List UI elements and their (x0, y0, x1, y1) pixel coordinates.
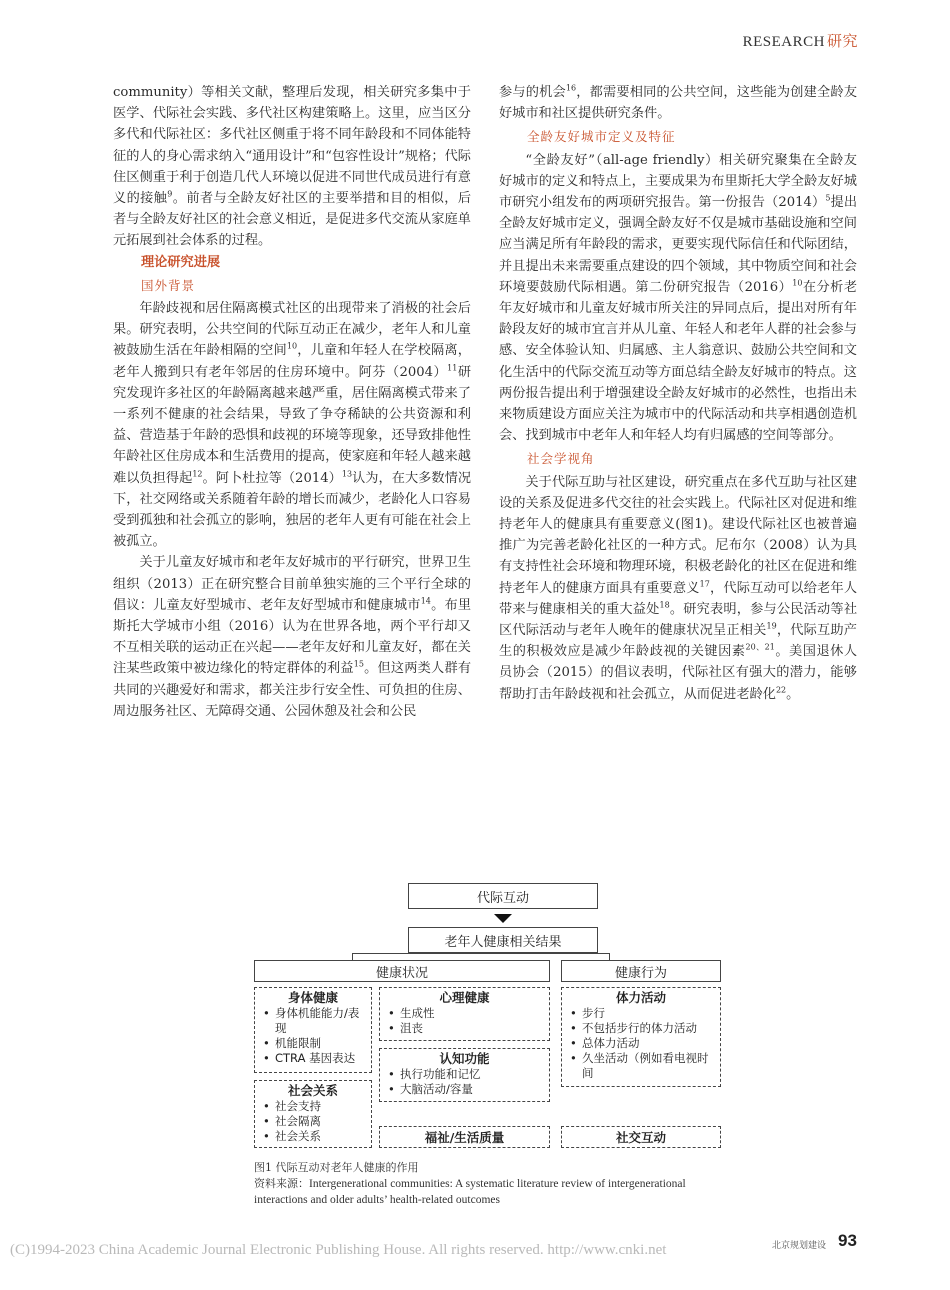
citation: 13 (341, 469, 353, 479)
box-social-interaction: 社交互动 (561, 1126, 721, 1148)
citation: 10 (792, 278, 803, 288)
node-health-outcomes: 老年人健康相关结果 (408, 927, 598, 953)
box-title: 体力活动 (615, 990, 666, 1005)
citation: 15 (353, 660, 364, 670)
paragraph: 关于代际互助与社区建设，研究重点在多代互助与社区建设的关系及促进多代交往的社会实践上。代际社区对促进和维持老年人的健康具有重要意义(图1)。建设代际社区也被普遍推广为完善老龄化社区的一种方式。尼布尔（2008）认为具有支持性社会环境和物理环境，积极老龄化的社区在促进和维持老年人的健康方面具有重要意义$^{17}$，代际互动可以给老年人带来与健康相关的重大益处$^{18}$。研究表明，参与公民活动等社区代际活动与老年人晚年的健康状况呈正相关$^{19}$，代际互助产生的积极效应是减少年龄歧视的关键因素$^{20、21}$。美国退休人员协会（2015）的倡议表明，代际社区有强大的潜力，能够帮助打击年龄歧视和社会孤立，从而促进老龄化$^{22}$。 (499, 474, 858, 702)
caption-title: 图1 代际互动对老年人健康的作用 (254, 1161, 419, 1174)
figure-diagram (254, 880, 720, 1150)
citation: 5 (825, 193, 831, 203)
citation: 19 (766, 621, 777, 631)
section-header (743, 30, 858, 51)
list-item: • 身体机能能力/表现 (261, 1006, 365, 1036)
box-title: 认知功能 (439, 1051, 490, 1066)
list-item: • 执行功能和记忆 (386, 1067, 543, 1082)
citation: 16 (565, 83, 577, 93)
arrow-down-icon (494, 914, 512, 923)
list-item: • 久坐活动（例如看电视时间 (568, 1051, 714, 1081)
citation: 11 (447, 363, 458, 373)
box-title: 社会关系 (287, 1083, 338, 1098)
citation: 22 (775, 685, 787, 695)
citation: 14 (420, 596, 431, 606)
copyright-watermark: (C)1994-2023 China Academic Journal Electronic Publishing House. All rights reserved. http://www.cnki.net (10, 1242, 667, 1258)
subsection-heading: 国外背景 (141, 277, 196, 293)
citation: 10 (286, 342, 298, 352)
subsection-heading: 社会学视角 (527, 451, 595, 467)
section-label-zh: 研究 (826, 34, 858, 50)
node-health-behavior: 健康行为 (561, 960, 721, 982)
list-item: • 社会关系 (261, 1129, 365, 1144)
box-title: 身体健康 (287, 990, 338, 1005)
list-item: • CTRA 基因表达 (261, 1051, 365, 1066)
box-cognitive-function (379, 1048, 550, 1102)
section-label-en: RESEARCH (742, 34, 825, 50)
subsection-heading: 全龄友好城市定义及特征 (527, 129, 676, 145)
citation: 12 (192, 469, 203, 479)
box-title: 心理健康 (439, 990, 490, 1005)
paragraph: 关于儿童友好城市和老年友好城市的平行研究，世界卫生组织（2013）正在研究整合目前单独实施的三个平行全球的倡议：儿童友好型城市、老年友好型城市和健康城市$^{14}$。布里斯托大学城市小组（2016）认为在世界各地，两个平行却又不互相关联的运动正在兴起——老年友好和儿童友好，都在关注某些政策中被边缘化的特定群体的利益$^{15}$。但这两类人群有共同的兴趣爱好和需求，都关注步行安全性、可负担的住房、周边服务社区、无障碍交通、公园休憩及社会和公民 (113, 555, 472, 719)
box-mental-health (379, 987, 550, 1041)
page-number: 93 (838, 1231, 857, 1250)
node-health-status: 健康状况 (254, 960, 550, 982)
section-heading: 理论研究进展 (141, 254, 221, 270)
paragraph: 年龄歧视和居住隔离模式社区的出现带来了消极的社会后果。研究表明，公共空间的代际互动正在减少，老年人和儿童被鼓励生活在年龄相隔的空间$^{10}$，儿童和年轻人在学校隔离，老年人搬到只有老年邻居的住房环境中。阿芬$(2004)^{11}$研究发现许多社区的年龄隔离越来越严重，居住隔离模式带来了一系列不健康的社会结果，导致了争夺稀缺的公共资源和利益、营造基于年龄的恐惧和歧视的环境等现象，还导致排他性年龄社区住房成本和生活费用的提高，使家庭和年轻人越来越难以负担得起$^{12}$。阿卜杜拉等$(2014)^{13}$认为，在大多数情况下，社交网络或关系随着年龄的增长而减少，老龄化人口容易受到孤独和社会孤立的影响，独居的老年人更有可能在社会上被孤立。 (113, 301, 472, 550)
right-column (499, 82, 857, 705)
node-intergenerational-interaction: 代际互动 (408, 883, 598, 909)
caption-source: 资料来源：Intergenerational communities: A systematic literature review of intergenerational interactions and older adults’ health-related outcomes (254, 1177, 686, 1206)
list-item: • 沮丧 (386, 1021, 543, 1036)
connector-line (352, 953, 610, 954)
figure-caption (254, 1160, 734, 1208)
paragraph: “全龄友好”（all-age friendly）相关研究聚集在全龄友好城市的定义和特点上，主要成果为布里斯托大学全龄友好城市研究小组发布的两项研究报告。第一份报告$(2014)^5$提出全龄友好城市定义，强调全龄友好不仅是城市基础设施和空间应当满足所有年龄段的需求，更要实现代际信任和代际团结，并且提出未来需要重点建设的四个领域，其中物质空间和社会环境要鼓励代际相遇。第二份研究报告$(2016)^{10}$在分析老年友好城市和儿童友好城市所关注的异同点后，提出对所有年龄段友好的城市宜言并从儿童、年轻人和老年人群的社会参与感、安全体验认知、归属感、主人翁意识、鼓励公共空间和文化生活中的代际交流互动等方面总结全龄友好城市的特点。这两份报告提出利于增强建设全龄友好城市的必然性，也指出未来物质建设方面应关注为城市中的代际活动和共享相遇创造机会、找到城市中老年人和年轻人均有归属感的空间等部分。 (499, 152, 858, 444)
list-item: • 社会隔离 (261, 1114, 365, 1129)
list-item: • 总体力活动 (568, 1036, 714, 1051)
list-item: • 大脑活动/容量 (386, 1082, 543, 1097)
list-item: • 不包括步行的体力活动 (568, 1021, 714, 1036)
citation: 9 (167, 189, 173, 199)
box-physical-health (254, 987, 372, 1073)
box-social-relations (254, 1080, 372, 1148)
box-physical-activity (561, 987, 721, 1087)
paragraph: 参与的机会$^{16}$，都需要相同的公共空间，这些能为创建全龄友好城市和社区提供研究条件。 (499, 83, 858, 122)
citation: 20、21 (745, 642, 775, 652)
left-column (113, 82, 471, 722)
list-item: • 生成性 (386, 1006, 543, 1021)
box-wellbeing: 福祉/生活质量 (379, 1126, 550, 1148)
journal-name: 北京规划建设 (772, 1241, 827, 1251)
citation: 17 (699, 579, 710, 589)
list-item: • 机能限制 (261, 1036, 365, 1051)
citation: 18 (659, 600, 670, 610)
paragraph: community）等相关文献，整理后发现，相关研究多集中于医学、代际社会实践、多代社区构建策略上。这里，应当区分多代和代际社区：多代社区侧重于将不同年龄段和不同体能特征的人的身心需求纳入“通用设计”和“包容性设计”规格；代际住区侧重于利于创造几代人环境以促进不同世代成员进行有意义的接触$^9$。前者与全龄友好社区的主要举措和目的相似，后者与全龄友好社区的社会意义相近，是促进多代交流从家庭单元拓展到社会体系的过程。 (113, 85, 472, 249)
list-item: • 社会支持 (261, 1099, 365, 1114)
list-item: • 步行 (568, 1006, 714, 1021)
